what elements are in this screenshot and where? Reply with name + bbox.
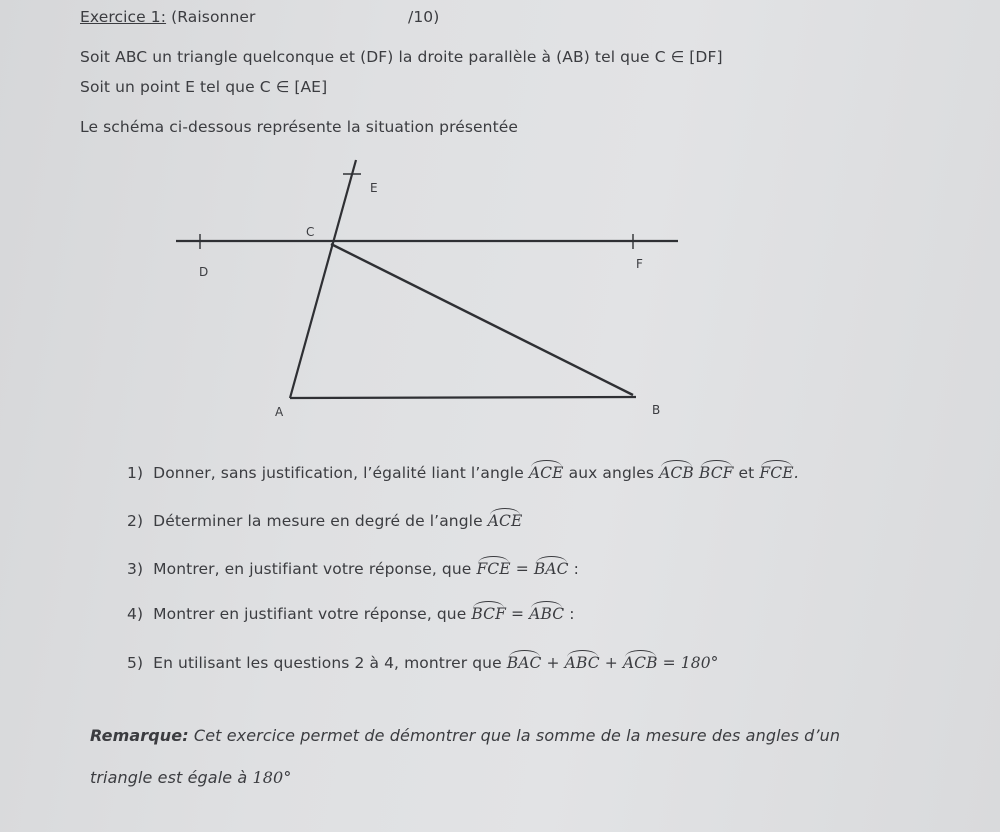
remark-line-1 xyxy=(90,726,840,745)
segment-cb xyxy=(331,244,633,395)
label-f: F xyxy=(636,257,643,271)
intro-line-2: Soit un point E tel que C ∈ [AE] xyxy=(80,78,328,96)
angle-abc: ABC xyxy=(564,654,600,672)
remark-line-2 xyxy=(90,768,291,787)
question-1-mid-1: aux angles xyxy=(568,464,655,482)
remark-text-2: triangle est égale à xyxy=(90,768,248,787)
label-c: C xyxy=(306,225,315,239)
question-3-number: 3) xyxy=(127,560,144,578)
angle-acb: ACB xyxy=(622,654,658,672)
angle-ace: ACE xyxy=(487,512,523,530)
question-4-text: Montrer en justifiant votre réponse, que xyxy=(153,605,467,623)
plus-sign: + xyxy=(546,654,560,672)
intro-line-3: Le schéma ci-dessous représente la situation présentée xyxy=(80,118,519,136)
question-3 xyxy=(127,560,579,578)
angle-bac: BAC xyxy=(506,654,542,672)
angle-abc: ABC xyxy=(529,605,565,623)
question-1 xyxy=(127,464,799,482)
sum-value: 180° xyxy=(680,654,719,672)
angle-fce: FCE xyxy=(476,560,511,578)
exercise-subtitle: (Raisonner xyxy=(171,8,256,26)
exercise-score: /10) xyxy=(408,8,440,26)
question-1-mid-2: et xyxy=(738,464,755,482)
question-3-end: : xyxy=(573,560,579,578)
angle-bcf: BCF xyxy=(698,464,734,482)
question-2 xyxy=(127,512,522,530)
label-b: B xyxy=(652,403,661,417)
question-5-text: En utilisant les questions 2 à 4, montrer que xyxy=(153,654,502,672)
question-4-end: : xyxy=(569,605,575,623)
remark-text-1: Cet exercice permet de démontrer que la somme de la mesure des angles d’un xyxy=(193,726,841,745)
label-d: D xyxy=(199,265,209,279)
remark-value: 180° xyxy=(252,768,292,787)
line-ae xyxy=(290,160,356,398)
question-3-text: Montrer, en justifiant votre réponse, que xyxy=(153,560,472,578)
question-2-number: 2) xyxy=(127,512,144,530)
question-5-number: 5) xyxy=(127,654,144,672)
angle-fce: FCE xyxy=(759,464,794,482)
equals-sign: = xyxy=(515,560,529,578)
exercise-title: Exercice 1: xyxy=(80,8,167,26)
question-1-number: 1) xyxy=(127,464,144,482)
intro-line-1: Soit ABC un triangle quelconque et (DF) la droite parallèle à (AB) tel que C ∈ [DF] xyxy=(80,48,723,66)
equals-sign: = xyxy=(511,605,525,623)
question-4-number: 4) xyxy=(127,605,144,623)
label-a: A xyxy=(275,405,284,419)
equals-sign: = xyxy=(662,654,676,672)
plus-sign: + xyxy=(604,654,618,672)
remark-label: Remarque: xyxy=(90,726,189,745)
angle-bcf: BCF xyxy=(471,605,506,623)
question-1-text: Donner, sans justification, l’égalité liant l’angle xyxy=(153,464,524,482)
question-1-end: . xyxy=(793,464,799,482)
question-4 xyxy=(127,605,575,623)
label-e: E xyxy=(370,181,378,195)
angle-acb: ACB xyxy=(659,464,694,482)
angle-bac: BAC xyxy=(533,560,569,578)
question-2-text: Déterminer la mesure en degré de l’angle xyxy=(153,512,483,530)
angle-ace: ACE xyxy=(528,464,564,482)
question-5 xyxy=(127,654,719,672)
segment-ab xyxy=(290,397,636,398)
